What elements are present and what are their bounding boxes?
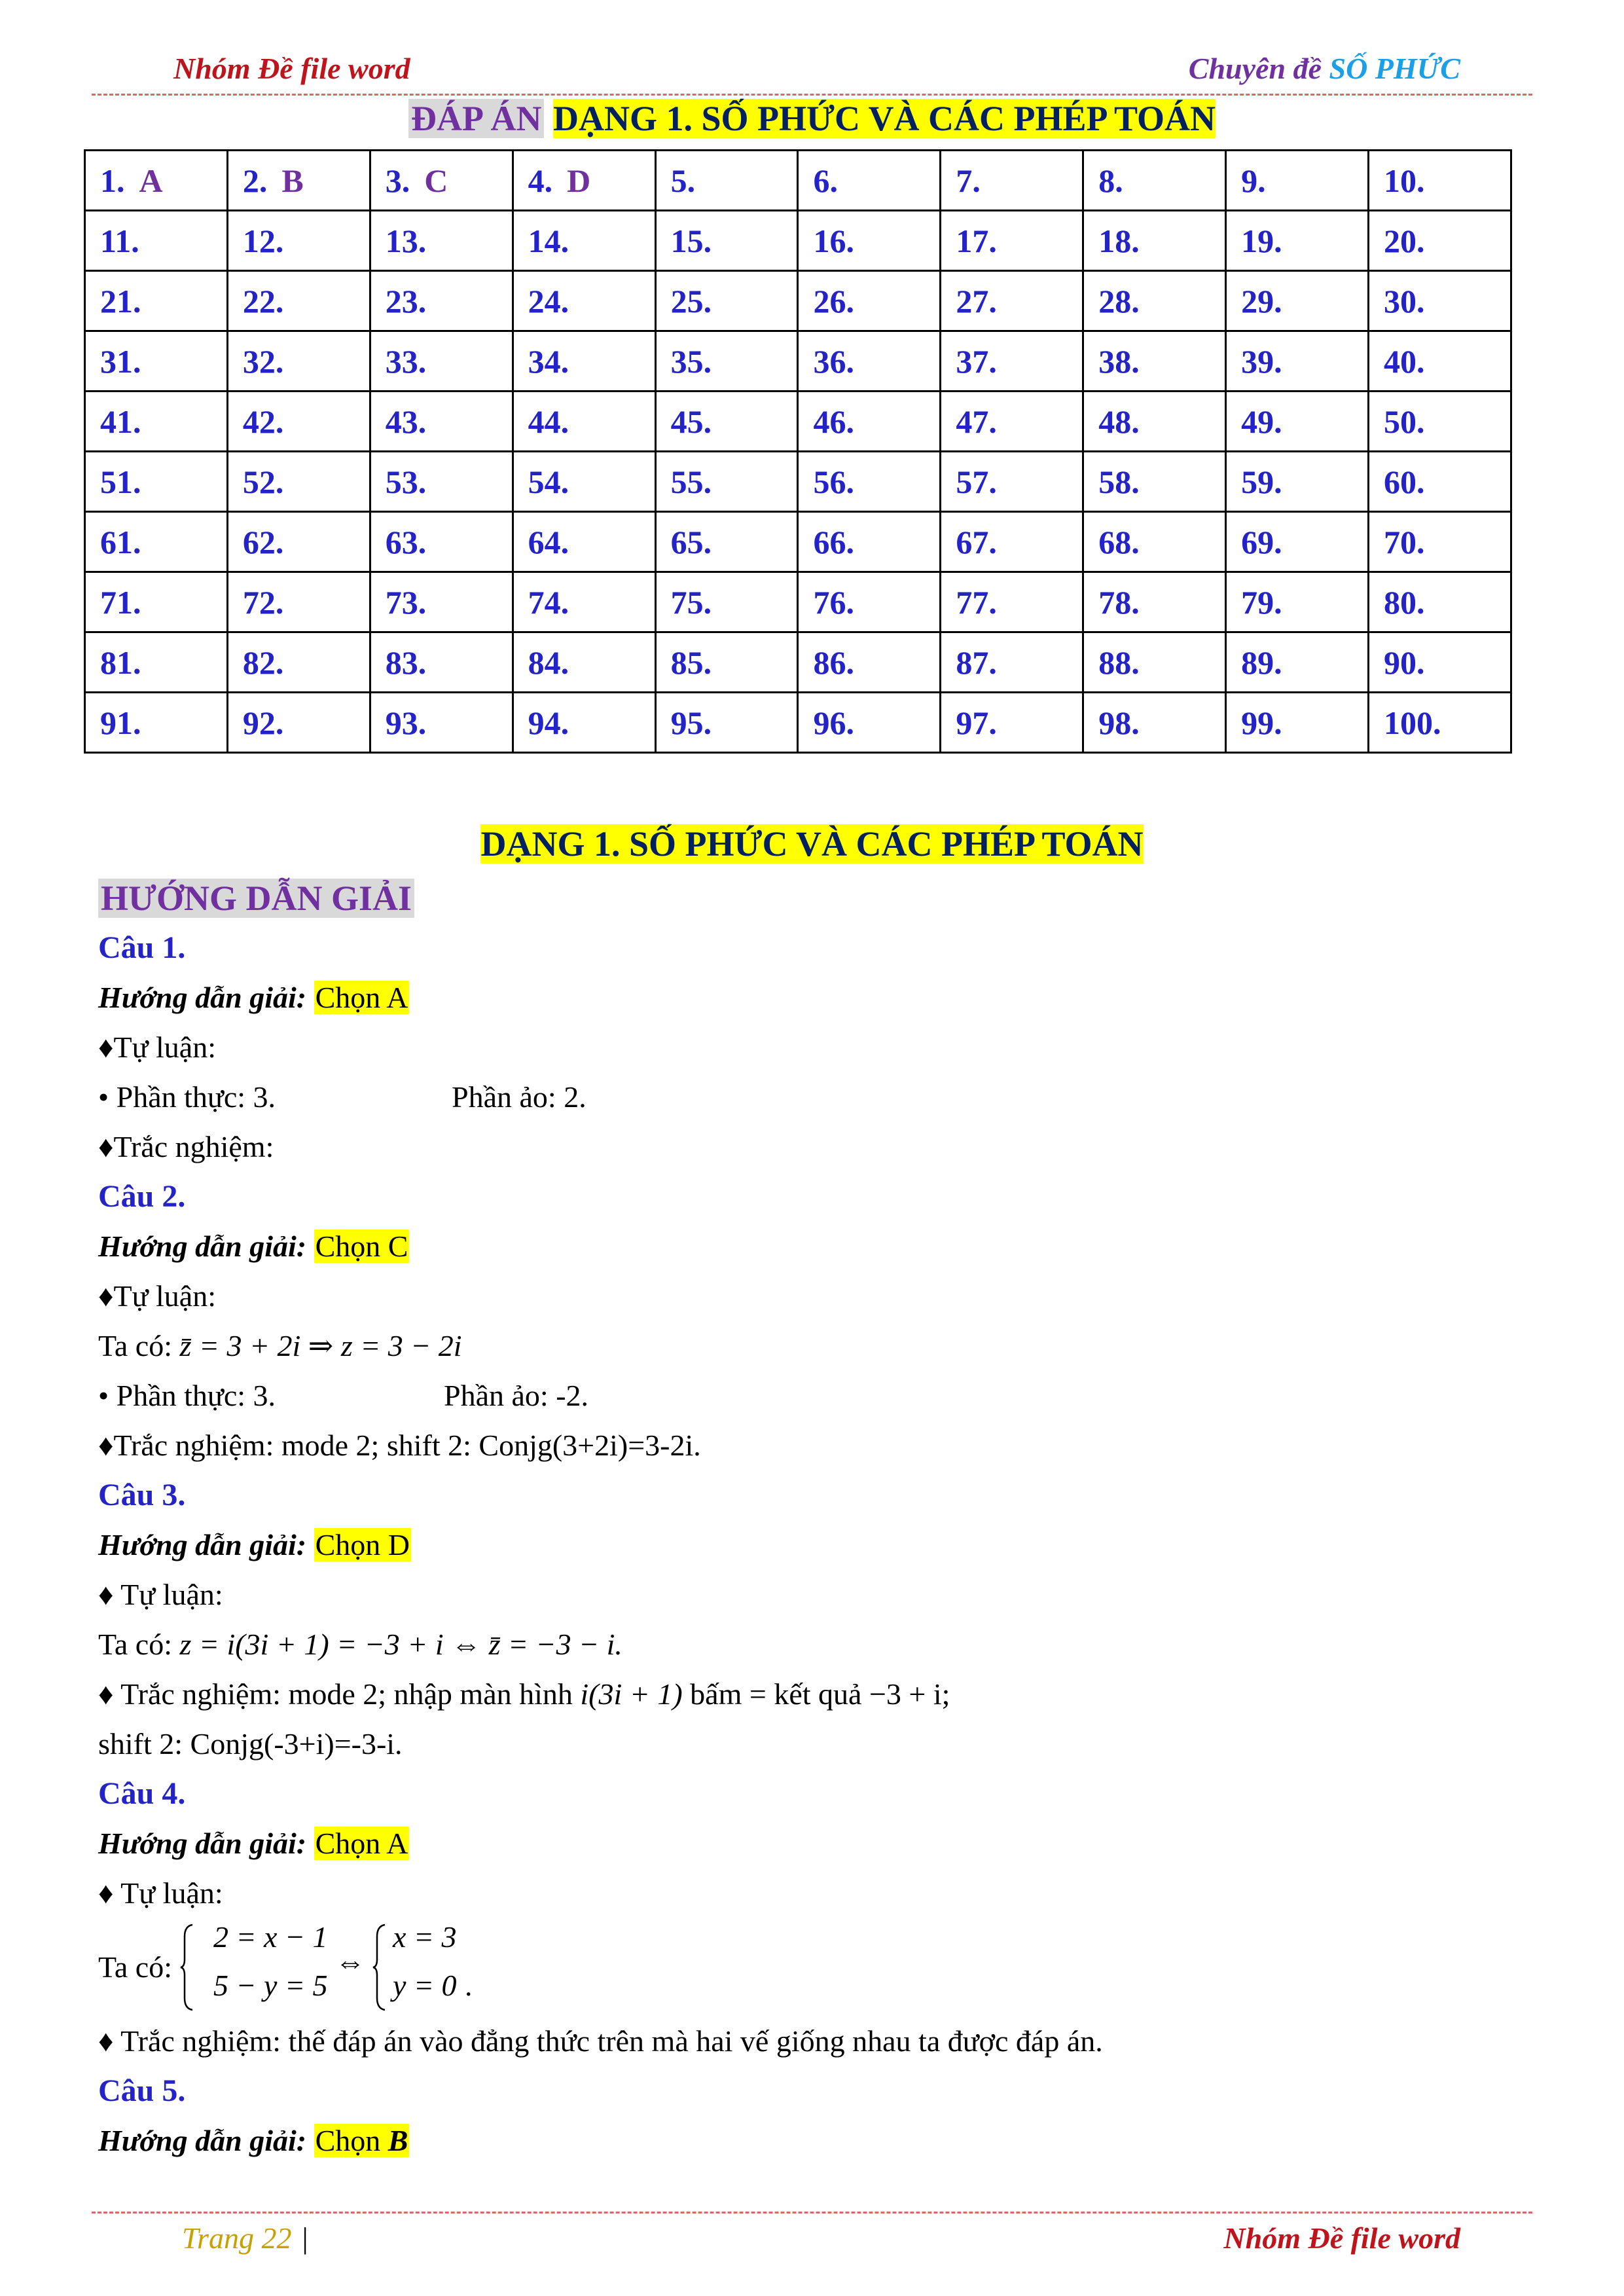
answer-cell [798, 271, 941, 331]
answer-number: 43. [385, 403, 427, 440]
section-title-text: DẠNG 1. SỐ PHỨC VÀ CÁC PHÉP TOÁN [480, 824, 1144, 864]
answer-cell [798, 452, 941, 512]
answer-number: 90. [1384, 644, 1425, 681]
answer-cell [227, 512, 370, 572]
answer-row [85, 572, 1511, 632]
answer-number: 24. [528, 282, 569, 319]
answer-number: 37. [956, 342, 997, 380]
answer-number: 2. [242, 162, 268, 199]
answer-cell [798, 512, 941, 572]
answer-cell [1083, 271, 1226, 331]
answer-row [85, 632, 1511, 693]
answer-cell [227, 211, 370, 271]
question-2-formula: z̄ = 3 + 2i ⇒ z = 3 − 2i [179, 1329, 462, 1362]
answer-number: 60. [1384, 463, 1425, 500]
answer-cell [655, 512, 798, 572]
answer-number: 59. [1241, 463, 1282, 500]
answer-number: 94. [528, 704, 569, 741]
answer-choice: D [567, 162, 591, 199]
header-right-accent: SỐ PHỨC [1329, 52, 1460, 85]
answer-cell [85, 392, 228, 452]
answer-number: 78. [1098, 583, 1140, 621]
answer-number: 72. [242, 583, 284, 621]
question-5-title: Câu 5. [98, 2073, 186, 2108]
answer-number: 68. [1098, 523, 1140, 560]
question-4-eq-2: 5 − y = 5 [213, 1969, 328, 2002]
answer-number: 35. [670, 342, 712, 380]
answer-cell [513, 271, 655, 331]
answer-cell [941, 572, 1083, 632]
answer-cell [655, 392, 798, 452]
answer-number: 93. [385, 704, 427, 741]
footer-group-name: Nhóm Đề file word [1223, 2221, 1460, 2255]
answer-row [85, 392, 1511, 452]
answer-number: 52. [242, 463, 284, 500]
answer-number: 82. [242, 644, 284, 681]
answer-cell [85, 632, 228, 693]
answer-cell [1369, 331, 1511, 392]
answer-cell [1369, 211, 1511, 271]
answer-number: 22. [242, 282, 284, 319]
answer-number: 80. [1384, 583, 1425, 621]
answer-row [85, 693, 1511, 753]
answer-number: 88. [1098, 644, 1140, 681]
answer-cell [655, 151, 798, 211]
answer-number: 31. [100, 342, 141, 380]
question-1-parts [98, 1072, 1525, 1122]
question-3-formula-line [98, 1620, 1525, 1669]
answer-key-topic: DẠNG 1. SỐ PHỨC VÀ CÁC PHÉP TOÁN [552, 99, 1216, 138]
answer-cell [1226, 331, 1369, 392]
answer-cell [85, 271, 228, 331]
answer-number: 44. [528, 403, 569, 440]
answer-row [85, 151, 1511, 211]
answer-cell [227, 392, 370, 452]
question-3-trac-nghiem [98, 1669, 1525, 1719]
answer-cell [1083, 331, 1226, 392]
answer-number: 34. [528, 342, 569, 380]
answer-number: 87. [956, 644, 997, 681]
answer-number: 1. [100, 162, 125, 199]
answer-cell [513, 632, 655, 693]
answer-number: 25. [670, 282, 712, 319]
answer-cell [655, 211, 798, 271]
answer-key-title [0, 98, 1624, 139]
answer-number: 20. [1384, 222, 1425, 259]
answer-number: 40. [1384, 342, 1425, 380]
answer-cell [1369, 392, 1511, 452]
answer-number: 30. [1384, 282, 1425, 319]
answer-cell [85, 211, 228, 271]
answer-number: 49. [1241, 403, 1282, 440]
answer-number: 61. [100, 523, 141, 560]
guide-heading-text: HƯỚNG DẪN GIẢI [98, 879, 414, 918]
footer-page [182, 2221, 308, 2255]
answer-number: 50. [1384, 403, 1425, 440]
answer-key-label: ĐÁP ÁN [408, 99, 545, 138]
answer-cell [1369, 632, 1511, 693]
answer-cell [85, 452, 228, 512]
answer-number: 23. [385, 282, 427, 319]
answer-number: 4. [528, 162, 553, 199]
question-4-period: . [465, 1969, 473, 2002]
answer-number: 45. [670, 403, 712, 440]
answer-cell [798, 693, 941, 753]
question-5-choice-letter: B [388, 2124, 408, 2157]
answer-cell [1083, 211, 1226, 271]
answer-number: 12. [242, 222, 284, 259]
answer-number: 46. [813, 403, 854, 440]
answer-cell [227, 151, 370, 211]
answer-cell [941, 632, 1083, 693]
answer-number: 62. [242, 523, 284, 560]
answer-number: 98. [1098, 704, 1140, 741]
answer-cell [798, 211, 941, 271]
answer-number: 21. [100, 282, 141, 319]
question-3-ta-co: Ta có: [98, 1628, 173, 1661]
question-4-sol-x: x = 3 [393, 1920, 457, 1954]
answer-number: 76. [813, 583, 854, 621]
answer-cell [85, 572, 228, 632]
answer-cell [1083, 151, 1226, 211]
answer-number: 38. [1098, 342, 1140, 380]
answer-number: 47. [956, 403, 997, 440]
answer-cell [370, 271, 513, 331]
answer-number: 18. [1098, 222, 1140, 259]
answer-row [85, 512, 1511, 572]
question-1-choice: Chọn A [315, 981, 408, 1014]
question-4-tu-luan: ♦ Tự luận: [98, 1876, 223, 1910]
question-3-tn-text: ♦ Trắc nghiệm: mode 2; nhập màn hình [98, 1677, 573, 1711]
answer-number: 69. [1241, 523, 1282, 560]
answer-number: 8. [1098, 162, 1123, 199]
question-3-tu-luan: ♦ Tự luận: [98, 1578, 223, 1611]
answer-number: 97. [956, 704, 997, 741]
answer-cell [798, 392, 941, 452]
question-2-real-part: • Phần thực: 3. [98, 1379, 276, 1412]
answer-cell [370, 632, 513, 693]
answer-number: 96. [813, 704, 854, 741]
answer-number: 75. [670, 583, 712, 621]
answer-cell [941, 331, 1083, 392]
answer-cell [1226, 572, 1369, 632]
answer-cell [941, 271, 1083, 331]
answer-cell [1369, 572, 1511, 632]
answer-number: 6. [813, 162, 838, 199]
answer-cell [227, 452, 370, 512]
answer-number: 74. [528, 583, 569, 621]
question-1-trac-nghiem: ♦Trắc nghiệm: [98, 1130, 274, 1163]
question-3-choice: Chọn D [315, 1528, 410, 1561]
answer-number: 41. [100, 403, 141, 440]
answer-cell [1083, 572, 1226, 632]
answer-number: 27. [956, 282, 997, 319]
answer-cell [1226, 392, 1369, 452]
answer-number: 17. [956, 222, 997, 259]
answer-cell [1226, 151, 1369, 211]
answer-choice: A [139, 162, 163, 199]
answer-cell [941, 693, 1083, 753]
answer-cell [1369, 151, 1511, 211]
answer-cell [227, 271, 370, 331]
question-1-title: Câu 1. [98, 930, 186, 965]
left-brace-icon [372, 1923, 388, 2011]
answer-cell [227, 572, 370, 632]
answer-number: 39. [1241, 342, 1282, 380]
answer-choice: B [281, 162, 304, 199]
answer-cell [655, 572, 798, 632]
answer-cell [1083, 693, 1226, 753]
answer-cell [655, 271, 798, 331]
answer-row [85, 331, 1511, 392]
answer-number: 95. [670, 704, 712, 741]
answer-cell [370, 211, 513, 271]
answer-cell [370, 151, 513, 211]
answer-cell [941, 392, 1083, 452]
answer-cell [85, 512, 228, 572]
answer-cell [1083, 512, 1226, 572]
answer-cell [513, 512, 655, 572]
question-3-tn-result: −3 + i [869, 1677, 942, 1711]
answer-number: 53. [385, 463, 427, 500]
answer-number: 32. [242, 342, 284, 380]
answer-cell [1083, 452, 1226, 512]
answer-cell [370, 331, 513, 392]
header-divider [92, 94, 1532, 96]
answer-cell [655, 452, 798, 512]
answer-cell [1226, 271, 1369, 331]
answer-cell [941, 452, 1083, 512]
answer-number: 54. [528, 463, 569, 500]
answer-number: 13. [385, 222, 427, 259]
answer-cell [1369, 271, 1511, 331]
answer-number: 70. [1384, 523, 1425, 560]
answer-choice: C [424, 162, 448, 199]
answer-number: 81. [100, 644, 141, 681]
question-2-imag-part: Phần ảo: -2. [444, 1379, 589, 1412]
question-3-tn-result-label: kết quả [774, 1677, 862, 1711]
answer-number: 19. [1241, 222, 1282, 259]
question-1-real-part: • Phần thực: 3. [98, 1080, 276, 1114]
question-4-eq-1: 2 = x − 1 [213, 1920, 328, 1954]
answer-number: 16. [813, 222, 854, 259]
answer-number: 33. [385, 342, 427, 380]
answer-cell [513, 211, 655, 271]
answer-number: 48. [1098, 403, 1140, 440]
answer-cell [370, 693, 513, 753]
question-2-choice: Chọn C [315, 1230, 408, 1263]
answer-number: 29. [1241, 282, 1282, 319]
answer-number: 64. [528, 523, 569, 560]
question-2-tu-luan: ♦Tự luận: [98, 1279, 216, 1313]
answer-cell [85, 151, 228, 211]
question-4-sol-y: y = 0 [393, 1969, 457, 2002]
answer-cell [1083, 392, 1226, 452]
question-3-tn-equals: = [749, 1677, 767, 1711]
question-2-ta-co: Ta có: [98, 1329, 173, 1362]
answer-cell [1226, 632, 1369, 693]
footer-divider [92, 2212, 1532, 2214]
question-2-title: Câu 2. [98, 1179, 186, 1214]
answer-row [85, 271, 1511, 331]
question-2-trac-nghiem: ♦Trắc nghiệm: mode 2; shift 2: Conjg(3+2i)=3-2i. [98, 1429, 701, 1462]
page-number: Trang 22 [182, 2221, 292, 2255]
question-5-choice-prefix: Chọn [315, 2124, 381, 2157]
answer-cell [513, 151, 655, 211]
answer-number: 99. [1241, 704, 1282, 741]
answer-row [85, 211, 1511, 271]
answer-number: 57. [956, 463, 997, 500]
answer-cell [370, 392, 513, 452]
answer-number: 91. [100, 704, 141, 741]
question-4-title: Câu 4. [98, 1776, 186, 1811]
question-3-title: Câu 3. [98, 1478, 186, 1512]
answer-number: 3. [385, 162, 410, 199]
guide-label: Hướng dẫn giải: [98, 1528, 307, 1561]
header-left-title: Nhóm Đề file word [173, 52, 410, 85]
question-2-guide [98, 1222, 1525, 1271]
answer-number: 67. [956, 523, 997, 560]
question-2-parts [98, 1371, 1525, 1421]
question-5-guide [98, 2116, 1525, 2166]
answer-cell [227, 331, 370, 392]
answer-number: 58. [1098, 463, 1140, 500]
answer-cell [227, 632, 370, 693]
answer-number: 84. [528, 644, 569, 681]
answer-cell [513, 452, 655, 512]
answer-number: 28. [1098, 282, 1140, 319]
answer-number: 63. [385, 523, 427, 560]
left-brace-icon [179, 1923, 195, 2011]
section-title [0, 824, 1624, 864]
answer-number: 36. [813, 342, 854, 380]
question-2-formula-line [98, 1321, 1525, 1371]
answer-cell [85, 693, 228, 753]
answer-number: 5. [670, 162, 696, 199]
answer-cell [1369, 693, 1511, 753]
answer-number: 51. [100, 463, 141, 500]
answer-number: 77. [956, 583, 997, 621]
question-3-tn-expr: i(3i + 1) [580, 1677, 683, 1711]
answer-cell [1369, 452, 1511, 512]
answer-number: 73. [385, 583, 427, 621]
answer-number: 92. [242, 704, 284, 741]
answer-cell [370, 512, 513, 572]
answer-number: 79. [1241, 583, 1282, 621]
question-4-trac-nghiem: ♦ Trắc nghiệm: thế đáp án vào đẳng thức trên mà hai vế giống nhau ta được đáp án. [98, 2024, 1103, 2058]
answer-number: 85. [670, 644, 712, 681]
guide-label: Hướng dẫn giải: [98, 1230, 307, 1263]
answer-cell [655, 632, 798, 693]
question-3-formula: z = i(3i + 1) = −3 + i ⇔ z̄ = −3 − i. [179, 1628, 623, 1661]
answer-number: 65. [670, 523, 712, 560]
answer-number: 100. [1384, 704, 1441, 741]
answer-number: 14. [528, 222, 569, 259]
question-4-ta-co: Ta có: [98, 1950, 173, 1984]
answer-number: 66. [813, 523, 854, 560]
answer-number: 55. [670, 463, 712, 500]
answer-cell [655, 693, 798, 753]
answer-key-table [84, 149, 1512, 754]
answer-cell [1226, 452, 1369, 512]
question-3-tn-press: bấm [690, 1677, 742, 1711]
guide-label: Hướng dẫn giải: [98, 1827, 307, 1860]
answer-cell [1226, 512, 1369, 572]
answer-cell [941, 151, 1083, 211]
guide-label: Hướng dẫn giải: [98, 2124, 307, 2157]
answer-number: 89. [1241, 644, 1282, 681]
answer-cell [798, 632, 941, 693]
answer-cell [513, 572, 655, 632]
question-1-imag-part: Phần ảo: 2. [452, 1080, 586, 1114]
answer-number: 83. [385, 644, 427, 681]
answer-number: 15. [670, 222, 712, 259]
answer-cell [85, 331, 228, 392]
answer-cell [370, 452, 513, 512]
answer-cell [941, 211, 1083, 271]
header-right-prefix: Chuyên đề [1188, 52, 1322, 85]
answer-cell [513, 392, 655, 452]
answer-cell [1369, 512, 1511, 572]
answer-number: 86. [813, 644, 854, 681]
answer-number: 42. [242, 403, 284, 440]
header-right-title [1189, 51, 1460, 86]
footer-separator: | [302, 2221, 308, 2255]
question-3-guide [98, 1520, 1525, 1570]
answer-number: 56. [813, 463, 854, 500]
answer-number: 10. [1384, 162, 1425, 199]
answer-number: 9. [1241, 162, 1266, 199]
guide-label: Hướng dẫn giải: [98, 981, 307, 1014]
answer-cell [227, 693, 370, 753]
answer-number: 7. [956, 162, 981, 199]
answer-number: 11. [100, 222, 139, 259]
answer-cell [798, 572, 941, 632]
question-4-guide [98, 1819, 1525, 1868]
question-1-tu-luan: ♦Tự luận: [98, 1030, 216, 1064]
question-3-tn-semicolon: ; [941, 1677, 950, 1711]
answer-number: 71. [100, 583, 141, 621]
question-3-shift-line: shift 2: Conjg(-3+i)=-3-i. [98, 1727, 403, 1760]
answer-cell [941, 512, 1083, 572]
answer-cell [798, 331, 941, 392]
answer-number: 26. [813, 282, 854, 319]
answer-cell [1226, 693, 1369, 753]
question-4-system [98, 1918, 1525, 2016]
answer-cell [370, 572, 513, 632]
question-4-choice: Chọn A [315, 1827, 408, 1860]
question-1-guide [98, 973, 1525, 1023]
answer-cell [513, 331, 655, 392]
question-5-choice [314, 2124, 410, 2157]
answer-cell [1083, 632, 1226, 693]
answer-cell [798, 151, 941, 211]
answer-cell [655, 331, 798, 392]
solution-body [98, 873, 1525, 2166]
guide-heading [98, 873, 1525, 923]
answer-cell [513, 693, 655, 753]
question-4-equiv: ⇔ [335, 1945, 365, 1978]
answer-cell [1226, 211, 1369, 271]
answer-row [85, 452, 1511, 512]
